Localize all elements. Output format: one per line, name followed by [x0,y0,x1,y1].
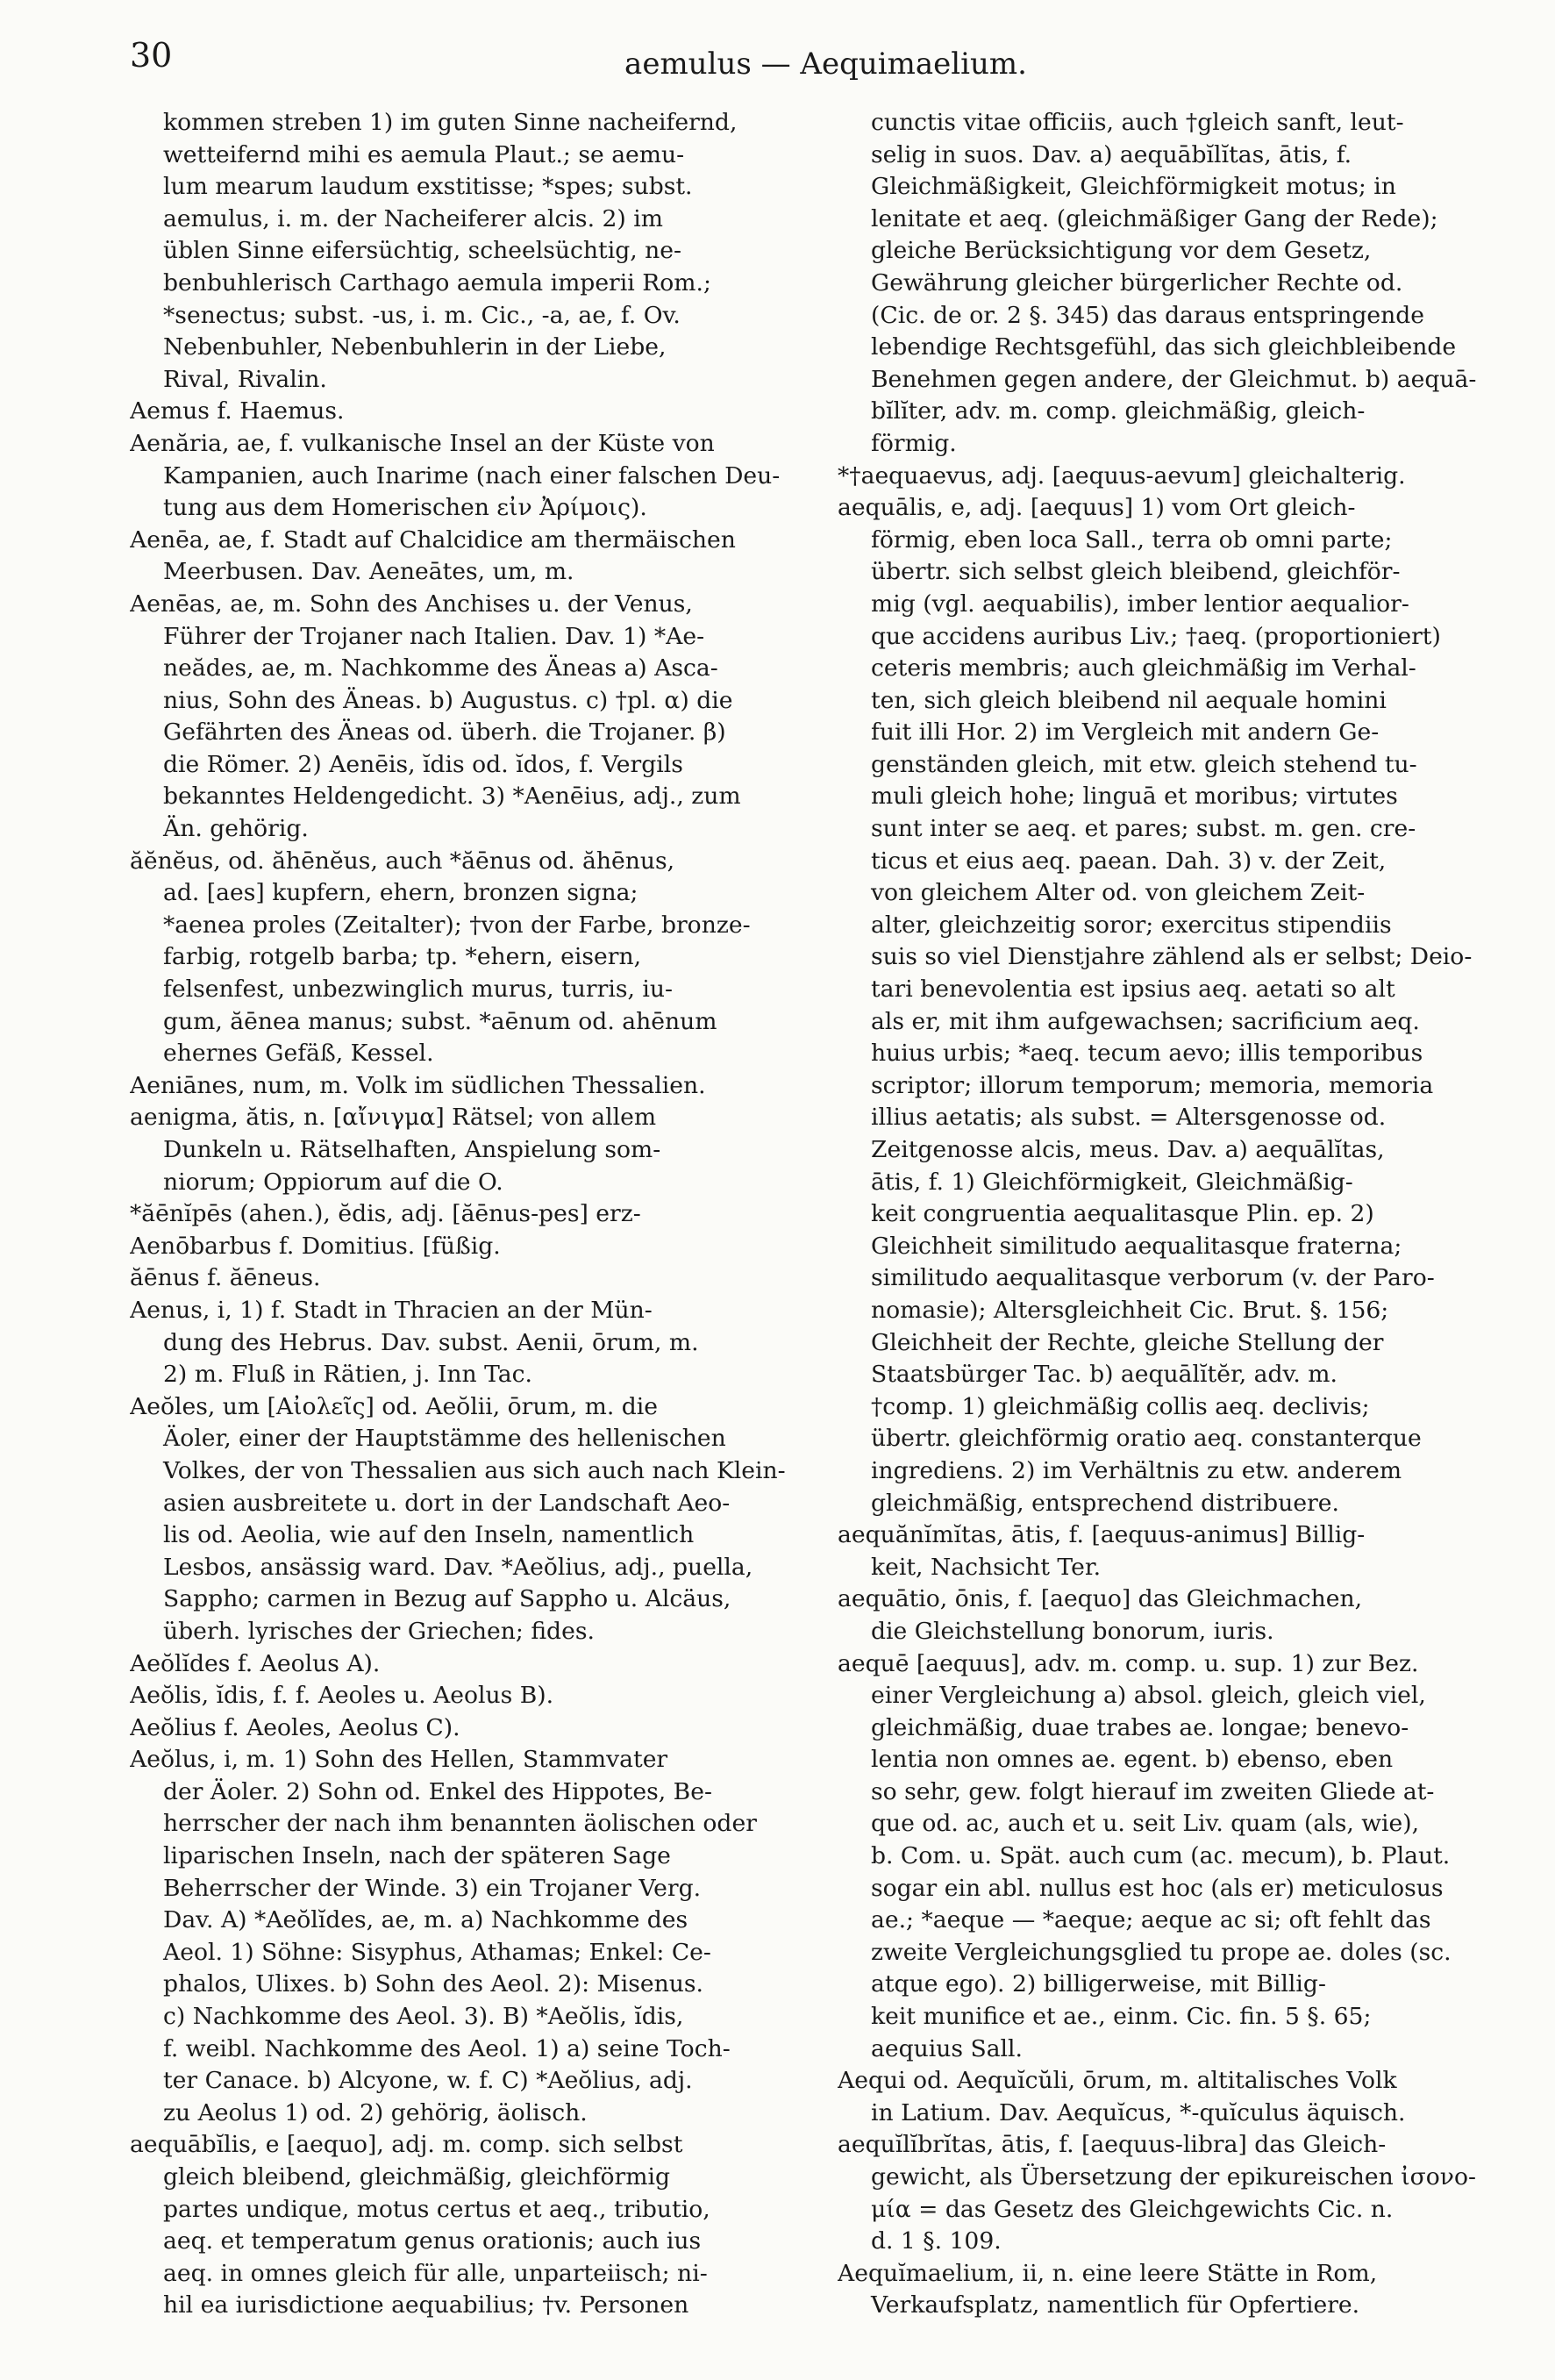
entry-line: Führer der Trojaner nach Italien. Dav. 1) *Ae- [163,622,705,650]
entry-line: dung des Hebrus. Dav. subst. Aenii, ōrum, m. [163,1328,699,1356]
entry-line: phalos, Ulixes. b) Sohn des Aeol. 2): Misenus. [163,1970,703,1998]
entry-line: Aeniānes, num, m. Volk im südlichen Thessalien. [130,1071,706,1099]
entry-line: †comp. 1) gleichmäßig collis aeq. declivis; [871,1392,1370,1420]
entry-line: bekanntes Heldengedicht. 3) *Aenēius, adj., zum [163,783,741,811]
entry-line: selig in suos. Dav. a) aequābĭlĭtas, ātis, f. [871,140,1352,168]
entry-line: gleichmäßig, entsprechend distribuere. [871,1489,1339,1517]
entry-line: huius urbis; *aeq. tecum aevo; illis temporibus [871,1040,1423,1068]
entry-line: hil ea iurisdictione aequabilius; †v. Personen [163,2291,689,2319]
entry-line: ticus et eius aeq. paean. Dah. 3) v. der Zeit, [871,847,1387,875]
entry-line: nius, Sohn des Äneas. b) Augustus. c) †pl. α) die [163,686,733,714]
entry-line: keit congruentia aequalitasque Plin. ep. 2) [871,1200,1374,1228]
entry-line: aemulus, i. m. der Nacheiferer alcis. 2) im [163,204,663,232]
entry-line: aequālis, e, adj. [aequus] 1) vom Ort gleich- [838,494,1356,522]
entry-line: wetteifernd mihi es aemula Plaut.; se aemu- [163,140,685,168]
entry-line: Nebenbuhler, Nebenbuhlerin in der Liebe, [163,333,667,361]
entry-line: 2) m. Fluß in Rätien, j. Inn Tac. [163,1361,532,1389]
entry-line: Zeitgenosse alcis, meus. Dav. a) aequālĭtas, [871,1136,1385,1163]
entry-line: aequē [aequus], adv. m. comp. u. sup. 1) zur Bez. [838,1649,1419,1677]
entry-line: Aequĭmaelium, ii, n. eine leere Stätte in Rom, [838,2259,1378,2287]
entry-line: Aenus, i, 1) f. Stadt in Thracien an der Mün- [130,1296,653,1324]
entry-line: so sehr, gew. folgt hierauf im zweiten Gliede at- [871,1777,1435,1805]
entry-line: Aeŏles, um [Αἰολεῖς] od. Aeŏlii, ōrum, m. die [130,1392,659,1420]
entry-line: ăēnus f. ăēneus. [130,1264,321,1292]
entry-line: suis so viel Dienstjahre zählend als er selbst; Deio- [871,943,1473,971]
entry-line: Verkaufsplatz, namentlich für Opfertiere. [871,2291,1360,2319]
entry-line: Äoler, einer der Hauptstämme des hellenischen [163,1425,726,1453]
entry-line: Aeŏlĭdes f. Aeolus A). [130,1649,381,1677]
entry-line: (Cic. de or. 2 §. 345) das daraus entspringende [871,301,1424,329]
entry-line: Kampanien, auch Inarime (nach einer falschen Deu- [163,461,781,490]
entry-line: sunt inter se aeq. et pares; subst. m. gen. cre- [871,815,1416,843]
entry-line: ehernes Gefäß, Kessel. [163,1040,434,1068]
entry-line: keit, Nachsicht Ter. [871,1553,1102,1581]
entry-line: übertr. gleichförmig oratio aeq. constanterque [871,1425,1422,1453]
entry-line: Benehmen gegen andere, der Gleichmut. b) aequā- [871,365,1477,393]
entry-line: niorum; Oppiorum auf die O. [163,1168,503,1196]
entry-line: partes undique, motus certus et aeq., tributio, [163,2195,710,2223]
entry-line: bĭlĭter, adv. m. comp. gleichmäßig, gleich- [871,397,1366,425]
entry-line: μία = das Gesetz des Gleichgewichts Cic. n. [871,2195,1394,2223]
entry-line: ceteris membris; auch gleichmäßig im Verhal- [871,654,1416,683]
entry-line: *senectus; subst. -us, i. m. Cic., -a, ae, f. Ov. [163,301,681,329]
page-number: 30 [130,36,173,75]
entry-line: Lesbos, ansässig ward. Dav. *Aeŏlius, adj., puella, [163,1553,753,1581]
entry-line: Dunkeln u. Rätselhaften, Anspielung som- [163,1136,661,1163]
entry-line: Gefährten des Äneas od. überh. die Trojaner. β) [163,718,726,747]
entry-line: aequănĭmĭtas, ātis, f. [aequus-animus] Billig- [838,1521,1366,1549]
entry-line: als er, mit ihm aufgewachsen; sacrificium aeq. [871,1007,1420,1035]
entry-line: keit munifice et ae., einm. Cic. fin. 5 §. 65; [871,2003,1372,2031]
entry-line: Aenēas, ae, m. Sohn des Anchises u. der Venus, [130,590,693,618]
right-column [838,107,1522,2345]
entry-line: Volkes, der von Thessalien aus sich auch nach Klein- [163,1456,786,1484]
entry-line: üblen Sinne eifersüchtig, scheelsüchtig, ne- [163,237,682,265]
entry-line: Sappho; carmen in Bezug auf Sappho u. Alcäus, [163,1585,731,1613]
entry-line: que accidens auribus Liv.; †aeq. (proportioniert) [871,622,1441,650]
entry-line: förmig. [871,429,957,457]
entry-line: Gewährung gleicher bürgerlicher Rechte od. [871,268,1403,297]
entry-line: aenigma, ătis, n. [αἴνιγμα] Rätsel; von allem [130,1104,657,1132]
entry-line: d. 1 §. 109. [871,2227,1002,2255]
entry-line: similitudo aequalitasque verborum (v. der Paro- [871,1264,1435,1292]
entry-line: cunctis vitae officiis, auch †gleich sanft, leut- [871,109,1404,136]
entry-line: Beherrscher der Winde. 3) ein Trojaner Verg. [163,1874,702,1902]
entry-line: genständen gleich, mit etw. gleich stehend tu- [871,750,1417,778]
entry-line: ae.; *aeque — *aeque; aeque ac si; oft fehlt das [871,1906,1431,1934]
entry-line: *ăēnĭpēs (ahen.), ĕdis, adj. [ăēnus-pes] erz- [130,1200,641,1228]
entry-line: übertr. sich selbst gleich bleibend, gleichför- [871,558,1401,586]
entry-line: die Römer. 2) Aenēis, ĭdis od. ĭdos, f. Vergils [163,750,683,778]
entry-line: farbig, rotgelb barba; tp. *ehern, eisern, [163,943,642,971]
entry-line: aequātio, ōnis, f. [aequo] das Gleichmachen, [838,1585,1363,1613]
entry-line: herrscher der nach ihm benannten äolischen oder [163,1810,757,1838]
entry-line: gewicht, als Übersetzung der epikureischen ἰσονο- [871,2163,1476,2191]
entry-line: lebendige Rechtsgefühl, das sich gleichbleibende [871,333,1457,361]
entry-line: c) Nachkomme des Aeol. 3). B) *Aeŏlis, ĭdis, [163,2003,684,2031]
entry-line: einer Vergleichung a) absol. gleich, gleich viel, [871,1682,1426,1710]
entry-line: aeq. et temperatum genus orationis; auch ius [163,2227,702,2255]
entry-line: ăĕnĕus, od. ăhēnĕus, auch *ăēnus od. ăhēnus, [130,847,675,875]
entry-line: mig (vgl. aequabilis), imber lentior aequalior- [871,590,1409,618]
entry-line: scriptor; illorum temporum; memoria, memoria [871,1071,1434,1099]
entry-line: Aenēa, ae, f. Stadt auf Chalcidice am thermäischen [130,525,736,554]
entry-line: ingrediens. 2) im Verhältnis zu etw. anderem [871,1456,1402,1484]
entry-line: die Gleichstellung bonorum, iuris. [871,1617,1274,1645]
left-column [130,107,814,2345]
entry-line: aequius Sall. [871,2034,1024,2062]
entry-line: Aenōbarbus f. Domitius. [füßig. [130,1232,501,1260]
entry-line: kommen streben 1) im guten Sinne nacheifernd, [163,109,738,136]
entry-line: muli gleich hohe; linguā et moribus; virtutes [871,783,1398,811]
entry-line: überh. lyrisches der Griechen; fides. [163,1617,595,1645]
entry-line: zu Aeolus 1) od. 2) gehörig, äolisch. [163,2098,588,2126]
entry-line: Aeŏlus, i, m. 1) Sohn des Hellen, Stammvater [130,1746,668,1774]
entry-line: Meerbusen. Dav. Aeneātes, um, m. [163,558,574,586]
entry-line: aeq. in omnes gleich für alle, unparteiisch; ni- [163,2259,708,2287]
entry-line: lentia non omnes ae. egent. b) ebenso, eben [871,1746,1394,1774]
entry-line: alter, gleichzeitig soror; exercitus stipendiis [871,911,1392,939]
entry-line: ad. [aes] kupfern, ehern, bronzen signa; [163,879,638,907]
entry-line: Aeol. 1) Söhne: Sisyphus, Athamas; Enkel: Ce- [163,1938,711,1966]
entry-line: Aequi od. Aequĭcŭli, ōrum, m. altitalisches Volk [838,2067,1397,2095]
entry-line: der Äoler. 2) Sohn od. Enkel des Hippotes, Be- [163,1777,712,1805]
entry-line: Än. gehörig. [163,815,309,843]
entry-line: Rival, Rivalin. [163,365,327,393]
entry-line: von gleichem Alter od. von gleichem Zeit- [871,879,1366,907]
entry-line: benbuhlerisch Carthago aemula imperii Rom.; [163,268,711,297]
entry-line: Aeŏlius f. Aeoles, Aeolus C). [130,1713,460,1741]
entry-line: Aeŏlis, ĭdis, f. f. Aeoles u. Aeolus B). [130,1682,554,1710]
entry-line: sogar ein abl. nullus est hoc (als er) meticulosus [871,1874,1444,1902]
entry-line: felsenfest, unbezwinglich murus, turris, iu- [163,976,674,1004]
entry-line: Aenăria, ae, f. vulkanische Insel an der Küste von [130,429,715,457]
entry-line: lenitate et aeq. (gleichmäßiger Gang der Rede); [871,204,1438,232]
entry-line: lum mearum laudum exstitisse; *spes; subst. [163,173,693,201]
entry-line: liparischen Inseln, nach der späteren Sage [163,1842,671,1870]
entry-line: Gleichheit similitudo aequalitasque fraterna; [871,1232,1402,1260]
entry-line: aequābĭlis, e [aequo], adj. m. comp. sich selbst [130,2131,683,2159]
entry-line: nomasie); Altersgleichheit Cic. Brut. §. 156; [871,1296,1389,1324]
entry-line: que od. ac, auch et u. seit Liv. quam (als, wie), [871,1810,1420,1838]
entry-line: atque ego). 2) billigerweise, mit Billig- [871,1970,1326,1998]
entry-line: Gleichheit der Rechte, gleiche Stellung der [871,1328,1384,1356]
entry-line: neădes, ae, m. Nachkomme des Äneas a) Asca- [163,654,718,683]
entry-line: zweite Vergleichungsglied tu prope ae. doles (sc. [871,1938,1452,1966]
entry-line: illius aetatis; als subst. = Altersgenosse od. [871,1104,1387,1132]
entry-line: ātis, f. 1) Gleichförmigkeit, Gleichmäßig- [871,1168,1353,1196]
entry-line: gleichmäßig, duae trabes ae. longae; benevo- [871,1713,1409,1741]
entry-line: Dav. A) *Aeŏlĭdes, ae, m. a) Nachkomme des [163,1906,688,1934]
entry-line: gleiche Berücksichtigung vor dem Gesetz, [871,237,1372,265]
entry-line: ter Canace. b) Alcyone, w. f. C) *Aeŏlius, adj. [163,2067,693,2095]
entry-line: asien ausbreitete u. dort in der Landschaft Aeo- [163,1489,731,1517]
entry-line: aequĭlĭbrĭtas, ātis, f. [aequus-libra] das Gleich- [838,2131,1387,2159]
entry-line: tari benevolentia est ipsius aeq. aetati so alt [871,976,1395,1004]
entry-line: Staatsbürger Tac. b) aequālĭtĕr, adv. m. [871,1361,1337,1389]
entry-line: b. Com. u. Spät. auch cum (ac. mecum), b. Plaut. [871,1842,1451,1870]
entry-line: gleich bleibend, gleichmäßig, gleichförmig [163,2163,671,2191]
entry-line: lis od. Aeolia, wie auf den Inseln, namentlich [163,1521,695,1549]
entry-line: förmig, eben loca Sall., terra ob omni parte; [871,525,1393,554]
entry-line: fuit illi Hor. 2) im Vergleich mit andern Ge- [871,718,1380,747]
entry-line: *†aequaevus, adj. [aequus-aevum] gleichalterig. [838,461,1406,490]
entry-line: in Latium. Dav. Aequĭcus, *-quĭculus äquisch. [871,2098,1406,2126]
entry-line: Gleichmäßigkeit, Gleichförmigkeit motus; in [871,173,1396,201]
entry-line: gum, ăēnea manus; subst. *aēnum od. ahēnum [163,1007,717,1035]
entry-line: Aemus f. Haemus. [130,397,345,425]
entry-line: tung aus dem Homerischen εἰν Ἀρίμοις). [163,494,647,522]
entry-line: f. weibl. Nachkomme des Aeol. 1) a) seine Toch- [163,2034,731,2062]
running-head: aemulus — Aequimaelium. [624,46,1027,82]
entry-line: ten, sich gleich bleibend nil aequale homini [871,686,1387,714]
entry-line: *aenea proles (Zeitalter); †von der Farbe, bronze- [163,911,751,939]
